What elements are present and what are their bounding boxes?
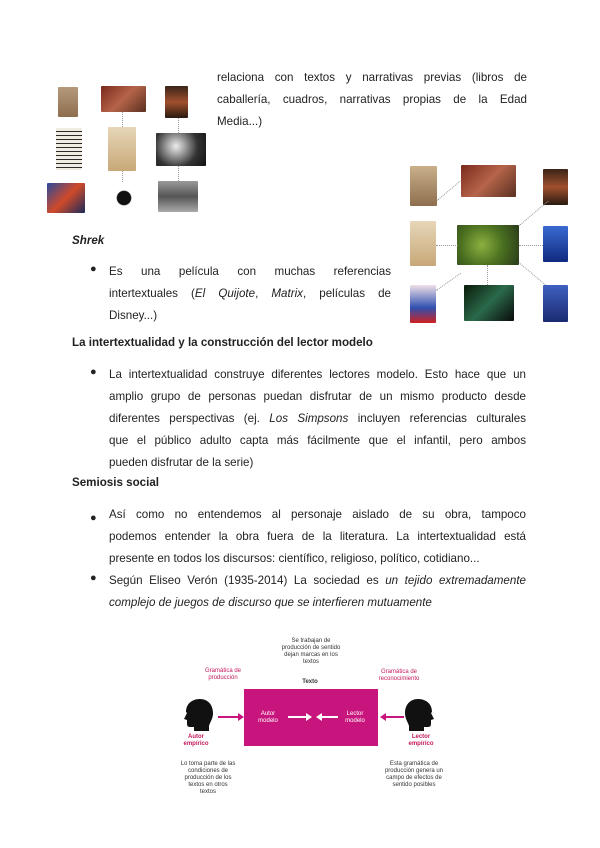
thumbnail-old-print xyxy=(58,87,78,117)
lector-line-3: diferentes perspectivas (ej. Los Simpsons incluyen referencias culturales xyxy=(109,412,526,425)
thumbnail-manuscript xyxy=(108,127,136,171)
diagram-box-title: Texto xyxy=(302,679,318,685)
diagram-right-note: Esta gramática de producción genera un campo de efectos de sentido posibles xyxy=(384,761,444,788)
diagram-recognition-grammar: Gramática de reconocimiento xyxy=(378,669,420,682)
arrow-right-inner xyxy=(288,716,308,718)
head-silhouette-icon xyxy=(404,698,436,732)
semiosis-b1-line-1: Así como no entendemos al personaje aislado de su obra, tampoco xyxy=(109,508,526,521)
thumbnail-disney-poster xyxy=(543,226,568,262)
thumbnail-shrek xyxy=(457,225,519,265)
lector-line-4: que el público adulto capta más fácilmente que el infantil, pero ambos xyxy=(109,434,526,447)
semiosis-heading: Semiosis social xyxy=(72,476,159,489)
bullet-icon: ● xyxy=(90,366,97,378)
thumbnail-engraving xyxy=(156,133,206,166)
thumbnail-snow-white xyxy=(410,285,436,323)
diagram-top-note: Se trabajan de producción de sentido dejan marcas en los textos xyxy=(281,638,341,665)
thumbnail-matrix xyxy=(464,285,514,321)
diagram-model-reader: Lector modelo xyxy=(345,711,365,724)
diagram-empirical-reader: Lector empírico xyxy=(408,734,434,747)
semiosis-b1-line-3: presente en todos los discursos: científico, religioso, político, cotidiano... xyxy=(109,552,480,565)
thumbnail-portrait xyxy=(165,86,188,118)
arrow-left-inner xyxy=(320,716,338,718)
lector-line-5: pueden disfrutar de la serie) xyxy=(109,456,254,469)
semiosis-b1-line-2: podemos entender la obra fuera de la literatura. La intertextualidad está xyxy=(109,530,526,543)
semiosis-b2-line-2: complejo de juegos de discurso que se interfieren mutuamente xyxy=(109,596,432,609)
arrow-head-icon xyxy=(306,713,312,721)
shrek-bullet-line-1: Es una película con muchas referencias xyxy=(109,265,391,278)
arrow-head-icon xyxy=(380,713,386,721)
thumbnail-cinderella xyxy=(543,285,568,322)
lector-line-1: La intertextualidad construye diferentes lectores modelo. Esto hace que un xyxy=(109,368,526,381)
thumbnail-painting xyxy=(461,165,516,197)
bullet-icon: ● xyxy=(90,263,97,275)
shrek-bullet-line-3: Disney...) xyxy=(109,309,158,322)
thumbnail-bw-film xyxy=(158,181,198,212)
arrow-left-outer xyxy=(218,716,240,718)
shrek-heading: Shrek xyxy=(72,234,105,247)
semiosis-b2-line-1: Según Eliseo Verón (1935-2014) La sociedad es un tejido extremadamente xyxy=(109,574,526,587)
intro-line-2: caballería, cuadros, narrativas propias de la Edad xyxy=(217,93,527,106)
intro-line-3: Media...) xyxy=(217,115,263,128)
arrow-head-icon xyxy=(238,713,244,721)
arrow-right-outer xyxy=(384,716,404,718)
diagram-model-author: Autor modelo xyxy=(258,711,278,724)
intro-line-1: relaciona con textos y narrativas previas (libros de xyxy=(217,71,527,84)
thumbnail-ink-drawing xyxy=(113,182,135,214)
thumbnail-painting xyxy=(101,86,146,112)
arrow-head-icon xyxy=(316,713,322,721)
thumbnail-old-print xyxy=(410,166,437,206)
thumbnail-book-cover xyxy=(56,128,82,170)
lector-heading: La intertextualidad y la construcción del lector modelo xyxy=(72,336,373,349)
thumbnail-film-still xyxy=(47,183,85,213)
diagram-production-grammar: Gramática de producción xyxy=(204,668,241,681)
lector-line-2: amplio grupo de personas puedan disfrutar de un mismo producto desde xyxy=(109,390,526,403)
bullet-icon: ● xyxy=(90,572,97,584)
head-silhouette-icon xyxy=(182,698,214,732)
diagram-empirical-author: Autor empírico xyxy=(183,734,209,747)
bullet-icon: ● xyxy=(90,512,97,524)
shrek-bullet-line-2: intertextuales (El Quijote, Matrix, películas de xyxy=(109,287,391,300)
diagram-left-note: Lo toma parte de las condiciones de producción de los textos en otros textos xyxy=(180,761,236,795)
thumbnail-portrait xyxy=(543,169,568,205)
thumbnail-manuscript xyxy=(410,221,436,266)
